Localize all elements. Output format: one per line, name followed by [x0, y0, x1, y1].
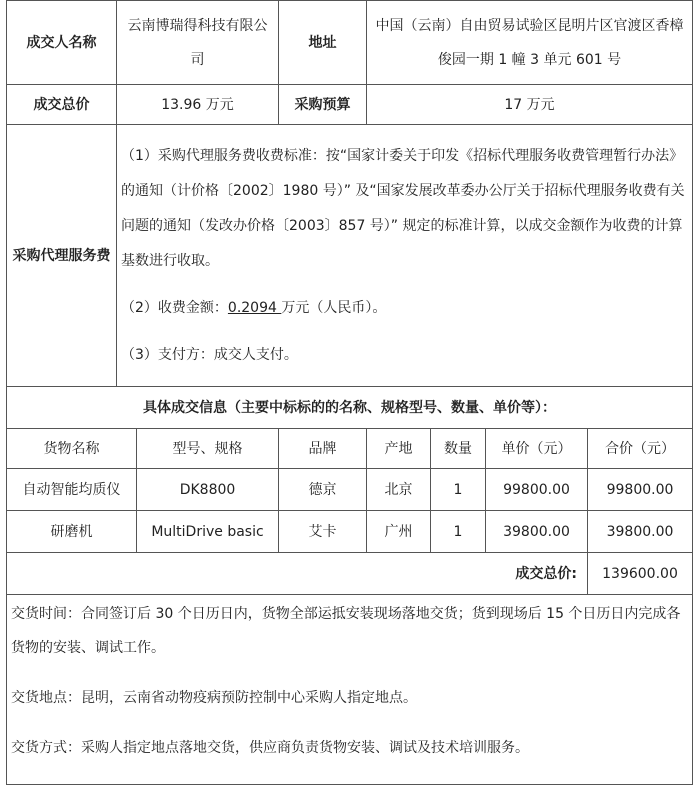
fee-amount-suffix: 万元（人民币）。 — [281, 299, 387, 316]
budget-value: 17 万元 — [367, 85, 693, 125]
deal-total-label: 成交总价 — [7, 85, 117, 125]
item-name: 自动智能均质仪 — [7, 469, 137, 511]
item-total-price: 99800.00 — [588, 469, 693, 511]
item-quantity: 1 — [431, 469, 486, 511]
item-origin: 北京 — [367, 469, 431, 511]
grand-total-label: 成交总价: — [7, 553, 588, 595]
fee-amount: 0.2094 — [227, 299, 282, 316]
fee-paragraph-1: （1）采购代理服务费收费标准：按“国家计委关于印发《招标代理服务收费管理暂行办法》的通知（计价格〔2002〕1980 号）” 及“国家发展改革委办公厅关于招标代理服务收费有关问题的通知（发改办价格〔2003〕857 号）” 规定的标准计算，以成交金额作为收费的计算基数进行收取。 — [121, 147, 685, 269]
fee-paragraph-2 — [121, 291, 688, 326]
col-header-brand: 品牌 — [279, 429, 367, 469]
col-header-total-price: 合价（元） — [588, 429, 693, 469]
col-header-unit-price: 单价（元） — [486, 429, 588, 469]
item-unit-price: 39800.00 — [486, 511, 588, 553]
col-header-name: 货物名称 — [7, 429, 137, 469]
fee-paragraph-3: （3）支付方：成交人支付。 — [121, 346, 298, 363]
grand-total-value: 139600.00 — [588, 553, 693, 595]
table-row — [7, 469, 693, 511]
agency-fee-content — [117, 125, 693, 387]
address-label: 地址 — [279, 1, 367, 85]
item-total-price: 39800.00 — [588, 511, 693, 553]
item-brand: 德京 — [279, 469, 367, 511]
item-quantity: 1 — [431, 511, 486, 553]
delivery-info — [7, 595, 693, 785]
table-row — [7, 511, 693, 553]
item-model: MultiDrive basic — [137, 511, 279, 553]
deal-total-value: 13.96 万元 — [117, 85, 279, 125]
item-unit-price: 99800.00 — [486, 469, 588, 511]
col-header-model: 型号、规格 — [137, 429, 279, 469]
col-header-quantity: 数量 — [431, 429, 486, 469]
budget-label: 采购预算 — [279, 85, 367, 125]
vendor-name-label: 成交人名称 — [7, 1, 117, 85]
col-header-origin: 产地 — [367, 429, 431, 469]
agency-fee-label: 采购代理服务费 — [7, 125, 117, 387]
result-table — [6, 0, 693, 785]
delivery-time: 交货时间：合同签订后 30 个日历日内，货物全部运抵安装现场落地交货；货到现场后 15 个日历日内完成各货物的安装、调试工作。 — [11, 606, 681, 656]
fee-amount-prefix: （2）收费金额： — [121, 299, 228, 316]
address-value: 中国（云南）自由贸易试验区昆明片区官渡区香樟俊园一期 1 幢 3 单元 601 号 — [367, 1, 693, 85]
delivery-place: 交货地点：昆明，云南省动物疫病预防控制中心采购人指定地点。 — [11, 690, 417, 706]
item-origin: 广州 — [367, 511, 431, 553]
item-model: DK8800 — [137, 469, 279, 511]
vendor-name-value: 云南博瑞得科技有限公司 — [117, 1, 279, 85]
delivery-method: 交货方式：采购人指定地点落地交货，供应商负责货物安装、调试及技术培训服务。 — [11, 740, 529, 756]
item-brand: 艾卡 — [279, 511, 367, 553]
detail-title: 具体成交信息（主要中标标的的名称、规格型号、数量、单价等）： — [7, 387, 693, 429]
item-name: 研磨机 — [7, 511, 137, 553]
